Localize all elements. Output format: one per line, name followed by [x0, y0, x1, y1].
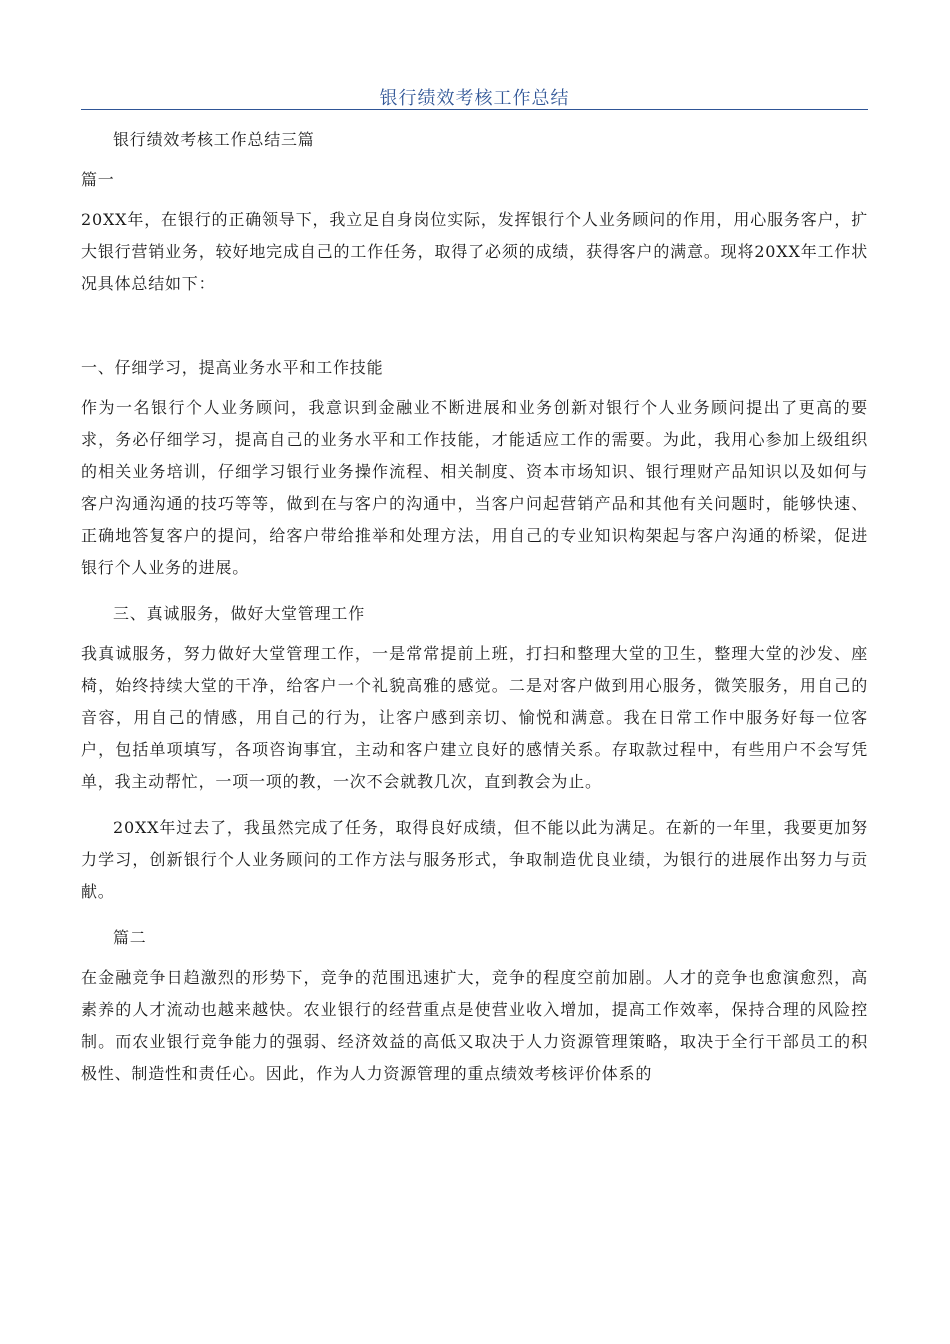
section3-heading: 三、真诚服务，做好大堂管理工作 — [113, 604, 366, 623]
section1-heading: 一、仔细学习，提高业务水平和工作技能 — [81, 358, 384, 377]
part2-label: 篇二 — [113, 928, 147, 947]
page-header — [81, 80, 868, 110]
document-subtitle: 银行绩效考核工作总结三篇 — [113, 130, 315, 149]
part1-intro-paragraph: 20XX年，在银行的正确领导下，我立足自身岗位实际，发挥银行个人业务顾问的作用，用心服务客户，扩大银行营销业务，较好地完成自己的工作任务，取得了必须的成绩，获得客户的满意。现将20XX年工作状况具体总结如下： — [81, 210, 868, 293]
part2-paragraph: 在金融竞争日趋激烈的形势下，竞争的范围迅速扩大，竞争的程度空前加剧。人才的竞争也愈演愈烈，高素养的人才流动也越来越快。农业银行的经营重点是使营业收入增加，提高工作效率，保持合理的风险控制。而农业银行竞争能力的强弱、经济效益的高低又取决于人力资源管理策略，取决于全行干部员工的积极性、制造性和责任心。因此，作为人力资源管理的重点绩效考核评价体系的 — [81, 968, 868, 1083]
part1-label: 篇一 — [81, 170, 115, 189]
section1-paragraph: 作为一名银行个人业务顾问，我意识到金融业不断进展和业务创新对银行个人业务顾问提出了更高的要求，务必仔细学习，提高自己的业务水平和工作技能，才能适应工作的需要。为此，我用心参加上级组织的相关业务培训，仔细学习银行业务操作流程、相关制度、资本市场知识、银行理财产品知识以及如何与客户沟通沟通的技巧等等，做到在与客户的沟通中，当客户问起营销产品和其他有关问题时，能够快速、正确地答复客户的提问，给客户带给推举和处理方法，用自己的专业知识构架起与客户沟通的桥梁，促进银行个人业务的进展。 — [81, 398, 868, 577]
closing-paragraph: 20XX年过去了，我虽然完成了任务，取得良好成绩，但不能以此为满足。在新的一年里，我要更加努力学习，创新银行个人业务顾问的工作方法与服务形式，争取制造优良业绩，为银行的进展作出努力与贡献。 — [81, 818, 868, 901]
page-title: 银行绩效考核工作总结 — [379, 88, 570, 109]
section3-paragraph: 我真诚服务，努力做好大堂管理工作，一是常常提前上班，打扫和整理大堂的卫生，整理大堂的沙发、座椅，始终持续大堂的干净，给客户一个礼貌高雅的感觉。二是对客户做到用心服务，微笑服务，用自己的音容，用自己的情感，用自己的行为，让客户感到亲切、愉悦和满意。我在日常工作中服务好每一位客户，包括单项填写，各项咨询事宜，主动和客户建立良好的感情关系。存取款过程中，有些用户不会写凭单，我主动帮忙，一项一项的教，一次不会就教几次，直到教会为止。 — [81, 644, 868, 791]
document-body — [81, 124, 868, 1090]
